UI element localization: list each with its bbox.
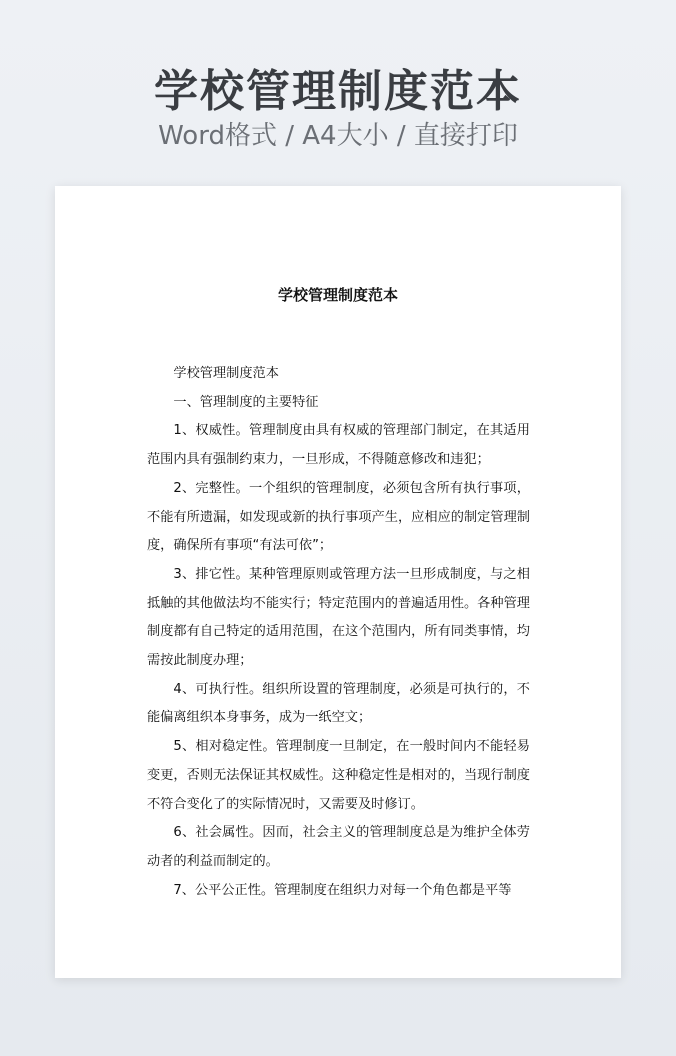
document-page: [55, 186, 621, 978]
paragraph: 6、社会属性。因而，社会主义的管理制度总是为维护全体劳动者的利益而制定的。: [147, 825, 530, 869]
banner-subtitle: Word格式 / A4大小 / 直接打印: [158, 121, 518, 151]
document-title: 学校管理制度范本: [277, 286, 398, 304]
document-body: [147, 360, 530, 905]
paragraph: 学校管理制度范本: [173, 366, 279, 381]
section-heading: 一、管理制度的主要特征: [173, 394, 319, 410]
paragraph: 7、公平公正性。管理制度在组织力对每一个角色都是平等: [173, 882, 512, 898]
paragraph: 2、完整性。一个组织的管理制度，必须包含所有执行事项，不能有所遗漏，如发现或新的执行事项产生，应相应的制定管理制度，确保所有事项“有法可依”；: [147, 480, 530, 554]
paragraph: 1、权威性。管理制度由具有权威的管理部门制定，在其适用范围内具有强制约束力，一旦形成，不得随意修改和违犯；: [147, 423, 530, 468]
paragraph: 5、相对稳定性。管理制度一旦制定，在一般时间内不能轻易变更，否则无法保证其权威性。这种稳定性是相对的，当现行制度不符合变化了的实际情况时，又需要及时修订。: [147, 739, 530, 812]
paragraph: 4、可执行性。组织所设置的管理制度，必须是可执行的，不能偏离组织本身事务，成为一纸空文；: [147, 681, 530, 726]
paragraph: 3、排它性。某种管理原则或管理方法一旦形成制度，与之相抵触的其他做法均不能实行；特定范围内的普遍适用性。各种管理制度都有自己特定的适用范围，在这个范围内，所有同类事情，均需按此制度办理；: [147, 566, 530, 669]
banner-title: 学校管理制度范本: [154, 66, 522, 117]
